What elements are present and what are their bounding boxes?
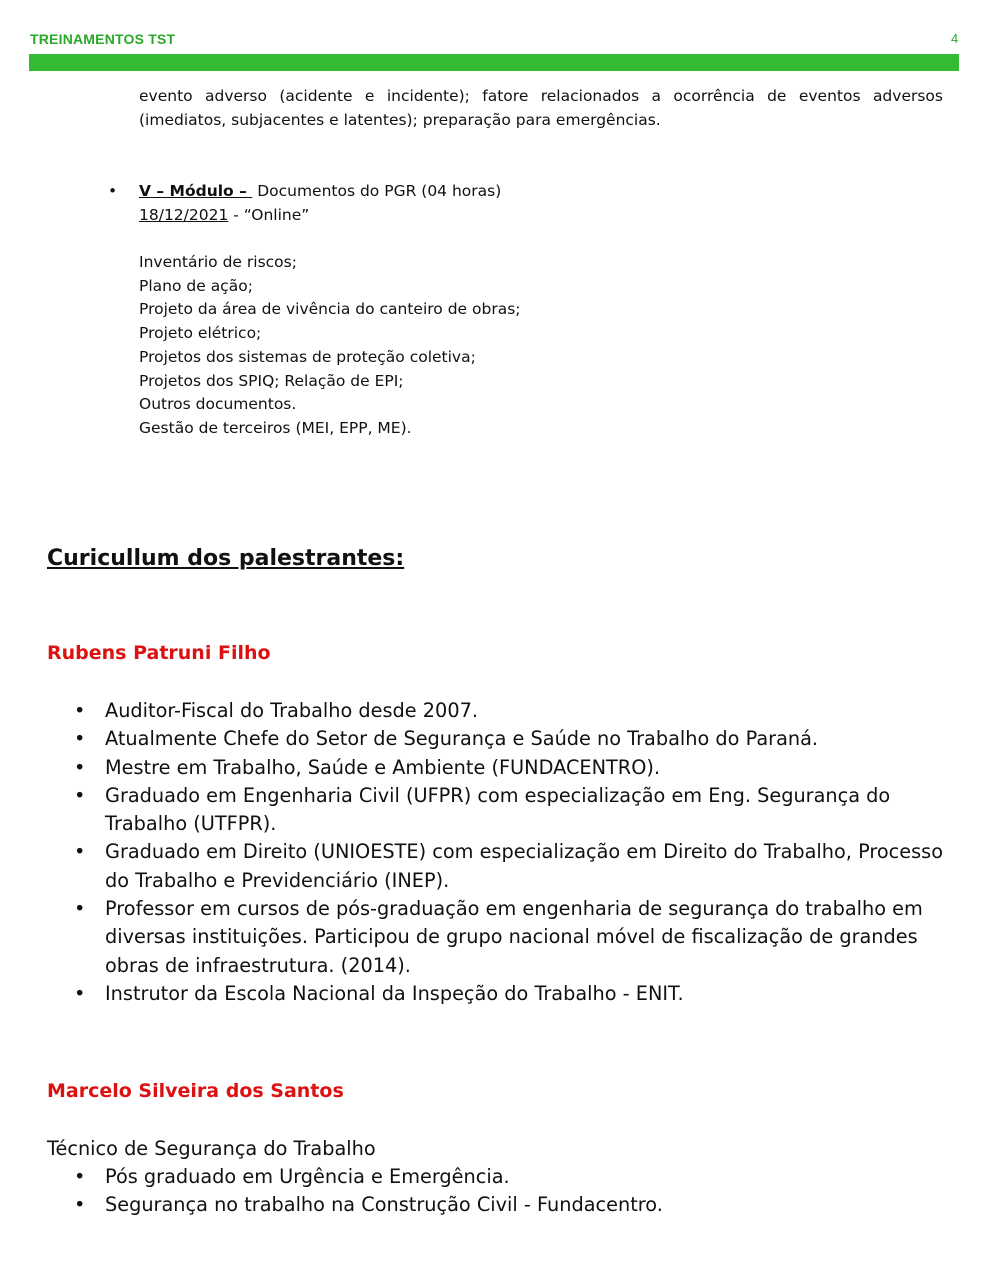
list-item: • Pós graduado em Urgência e Emergência. [105,1163,955,1191]
list-item: • Atualmente Chefe do Setor de Segurança e Saúde no Trabalho do Paraná. [105,725,955,753]
speaker-title: Técnico de Segurança do Trabalho [47,1137,376,1160]
module-mode: - “Online” [228,205,310,224]
module-date: 18/12/2021 [139,205,229,224]
list-item: • Mestre em Trabalho, Saúde e Ambiente (FUNDACENTRO). [105,754,955,782]
speaker-2-list [74,1163,955,1220]
intro-paragraph: evento adverso (acidente e incidente); fatore relacionados a ocorrência de eventos adversos (imediatos, subjacentes e latentes); preparação para emergências. [139,87,943,129]
bullet-icon: • [74,755,86,779]
module-block [108,180,899,227]
bullet-icon: • [74,727,86,751]
speaker-name: Rubens Patruni Filho [47,642,271,664]
header-bar [29,54,959,71]
bullet-icon: • [74,840,86,864]
list-item: • Instrutor da Escola Nacional da Inspeção do Trabalho - ENIT. [105,980,955,1008]
bullet-icon: • [74,981,86,1005]
list-item: Plano de ação; [139,276,253,295]
list-item: Gestão de terceiros (MEI, EPP, ME). [139,418,412,437]
module-title: Documentos do PGR (04 horas) [257,182,502,200]
bullet-icon: • [74,897,86,921]
speaker-1-list [74,697,955,1008]
module-date-line [139,204,899,228]
section-heading: Curicullum dos palestrantes: [47,546,405,571]
list-item: Outros documentos. [139,395,297,414]
bullet-icon: • [74,699,86,722]
module-label: V – Módulo – [139,182,253,200]
page-number: 4 [951,31,959,46]
list-item: • Auditor-Fiscal do Trabalho desde 2007. [105,697,955,725]
bullet-icon: • [108,182,118,200]
list-item: • Graduado em Engenharia Civil (UFPR) com especialização em Eng. Segurança do Trabalho (UTFPR). [74,783,891,836]
list-item: Projeto elétrico; [139,324,262,343]
speaker-name: Marcelo Silveira dos Santos [47,1080,344,1102]
bullet-icon: • [74,783,86,807]
bullet-icon: • [74,1165,86,1188]
list-item: • Professor em cursos de pós-graduação em engenharia de segurança do trabalho em diversas instituições. Participou de grupo nacional móvel de fiscalização de grandes obras de infraestrutura. (2014). [74,897,923,977]
list-item: Projeto da área de vivência do canteiro de obras; [139,300,521,319]
list-item: • Segurança no trabalho na Construção Civil - Fundacentro. [105,1191,955,1219]
list-item: Inventário de riscos; [139,253,297,271]
module-document-list [139,251,899,441]
header-title: TREINAMENTOS TST [30,31,176,47]
list-item: • Graduado em Direito (UNIOESTE) com especialização em Direito do Trabalho, Processo do Trabalho e Previdenciário (INEP). [74,840,944,892]
module-heading [139,180,899,204]
list-item: Projetos dos SPIQ; Relação de EPI; [139,371,404,390]
bullet-icon: • [74,1193,86,1217]
list-item: Projetos dos sistemas de proteção coletiva; [139,347,476,366]
